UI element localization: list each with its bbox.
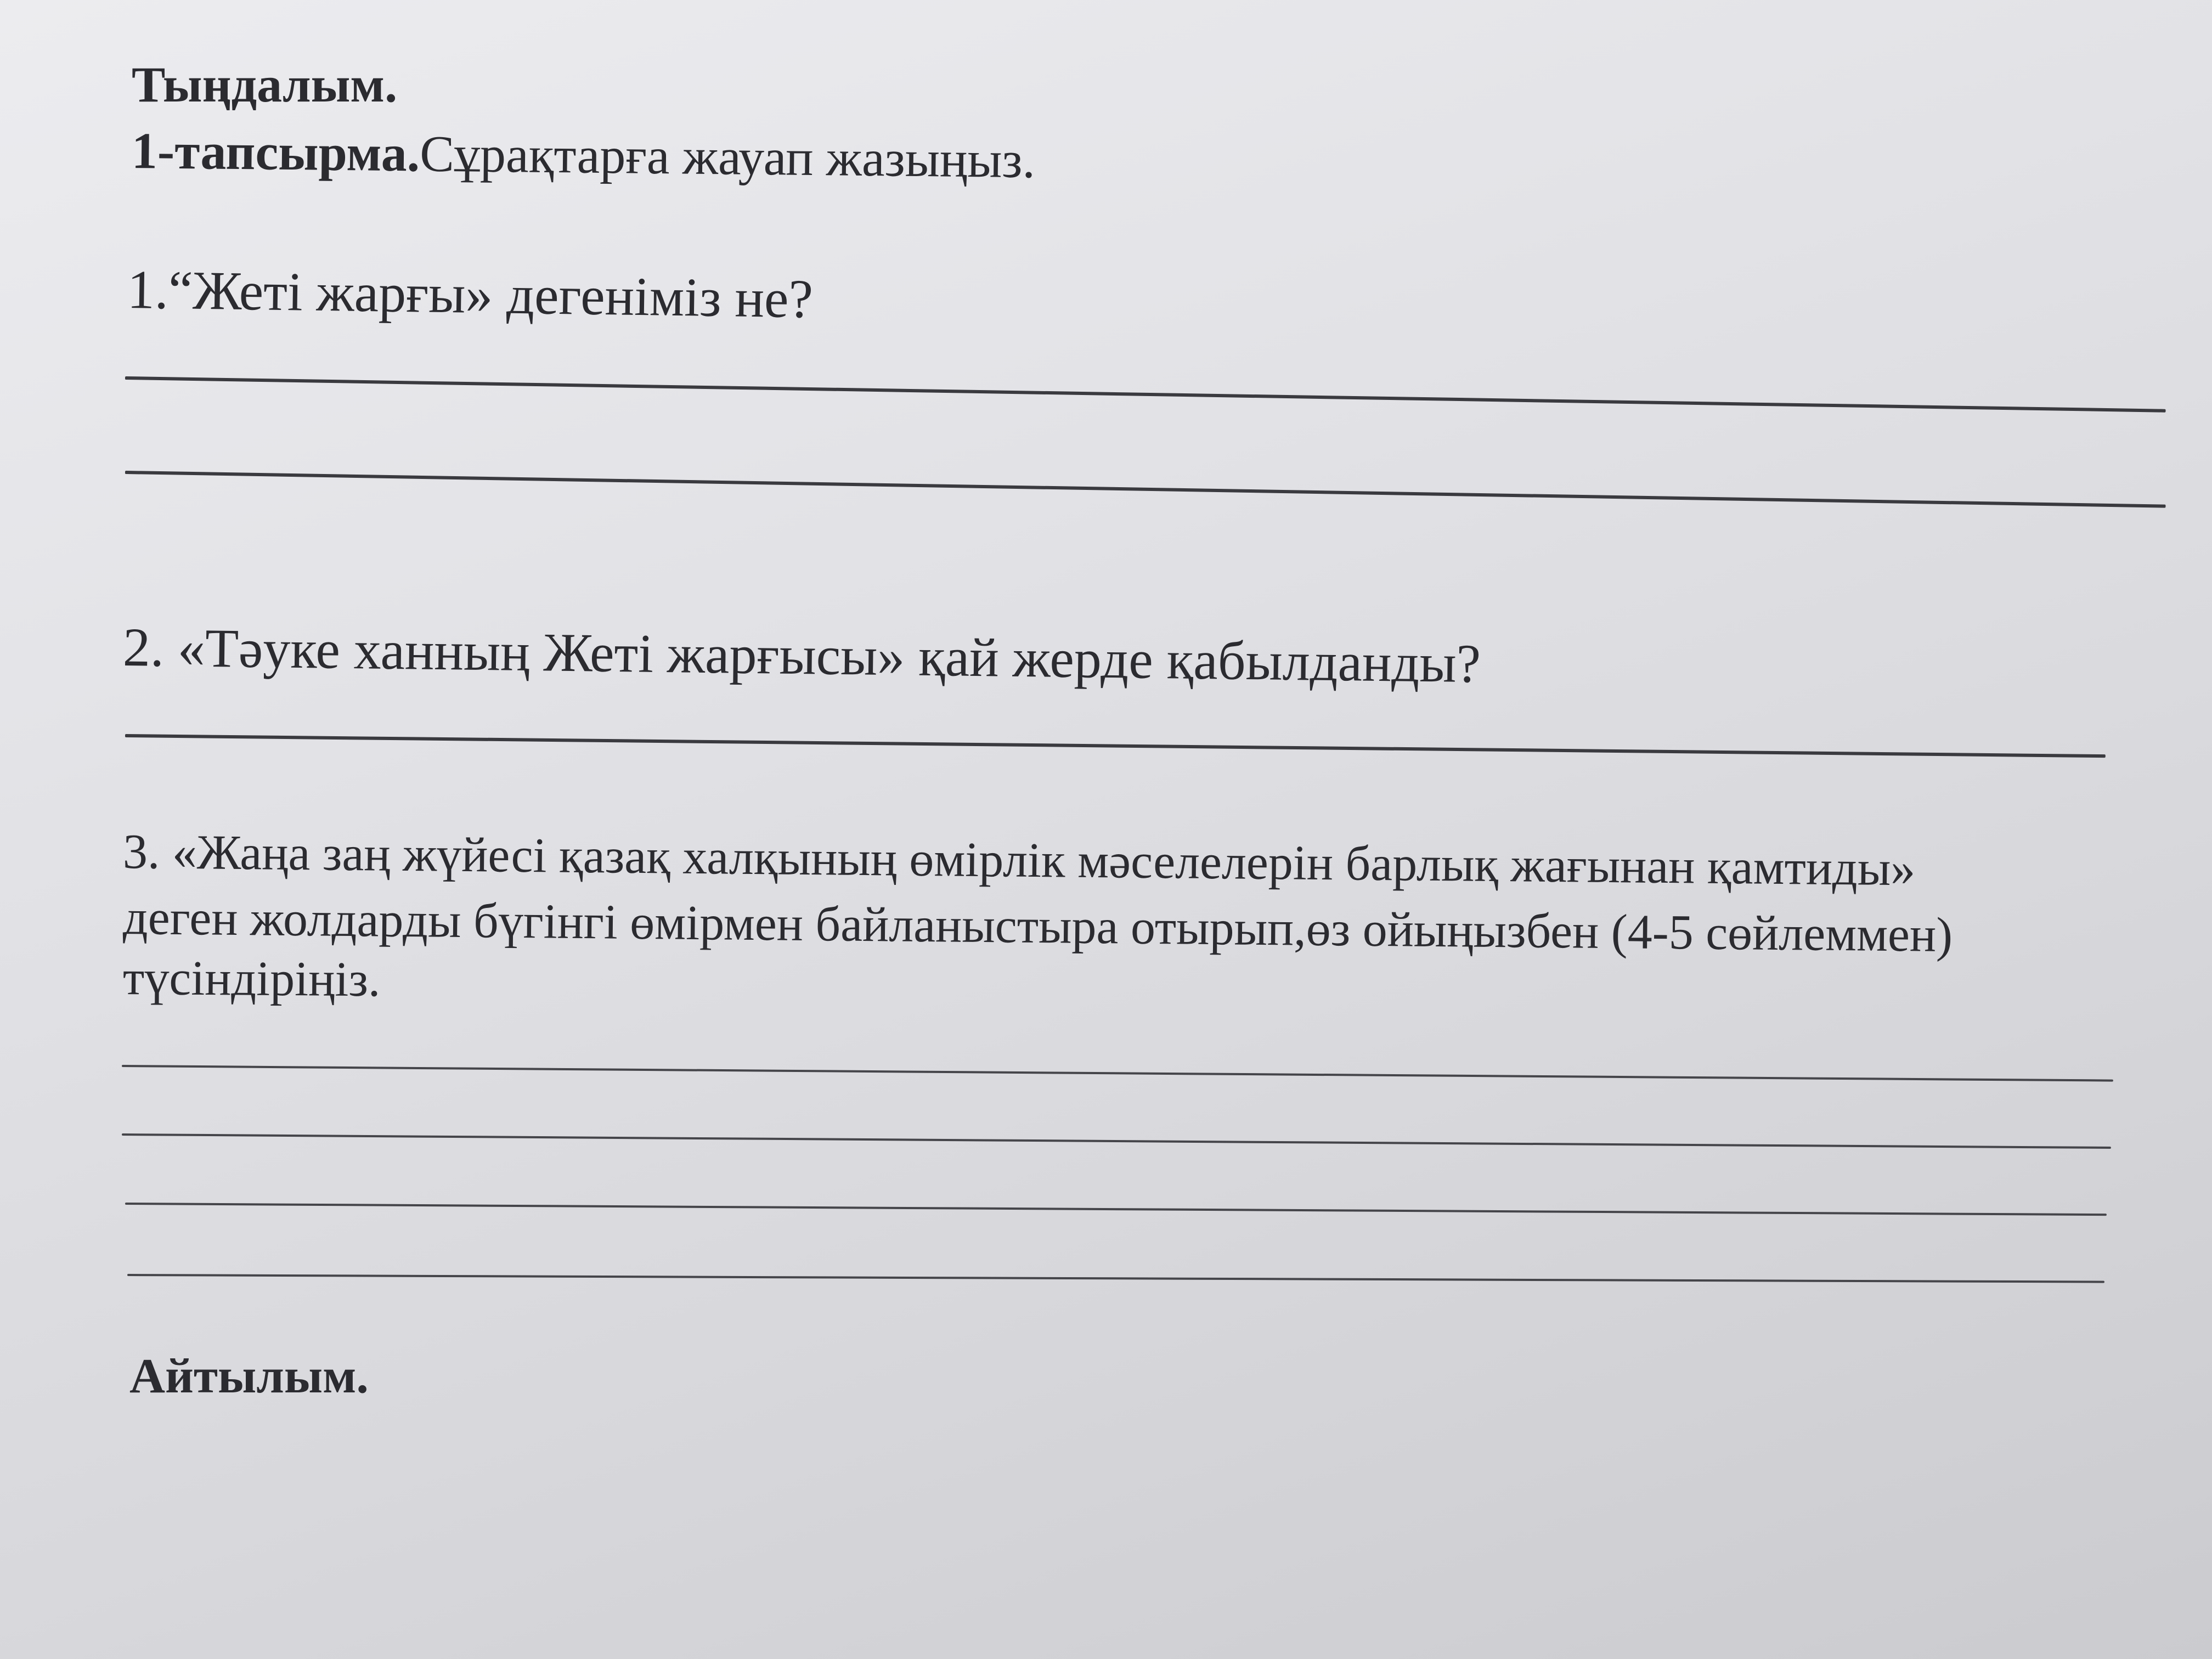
task1-line [131,122,1036,189]
answer-line[interactable] [127,1274,2104,1283]
answer-line[interactable] [122,1065,2113,1082]
question-2: 2. «Тәуке ханның Жеті жарғысы» қай жерде қабылданды? [122,617,1481,695]
section-heading-listening: Тыңдалым. [132,57,398,112]
question-3-line-2: деген жолдарды бүгінгі өмірмен байланыстыра отырып,өз ойыңызбен (4-5 сөйлеммен) [122,890,1953,963]
question-3-line-1: 3. «Жаңа заң жүйесі қазақ халқының өмірлік мәселелерін барлық жағынан қамтиды» [122,825,1916,896]
task1-instruction: Сұрақтарға жауап жазыңыз. [419,125,1036,189]
answer-line[interactable] [125,471,2166,508]
answer-line[interactable] [122,1133,2111,1149]
answer-line[interactable] [125,734,2106,758]
task1-label: 1-тапсырма. [131,122,420,183]
answer-line[interactable] [125,1203,2107,1216]
question-1: 1.“Жеті жарғы» дегеніміз не? [127,259,814,330]
question-3-line-3: түсіндіріңіз. [122,951,381,1007]
section-heading-speaking: Айтылым. [129,1349,369,1403]
answer-line[interactable] [125,376,2166,413]
